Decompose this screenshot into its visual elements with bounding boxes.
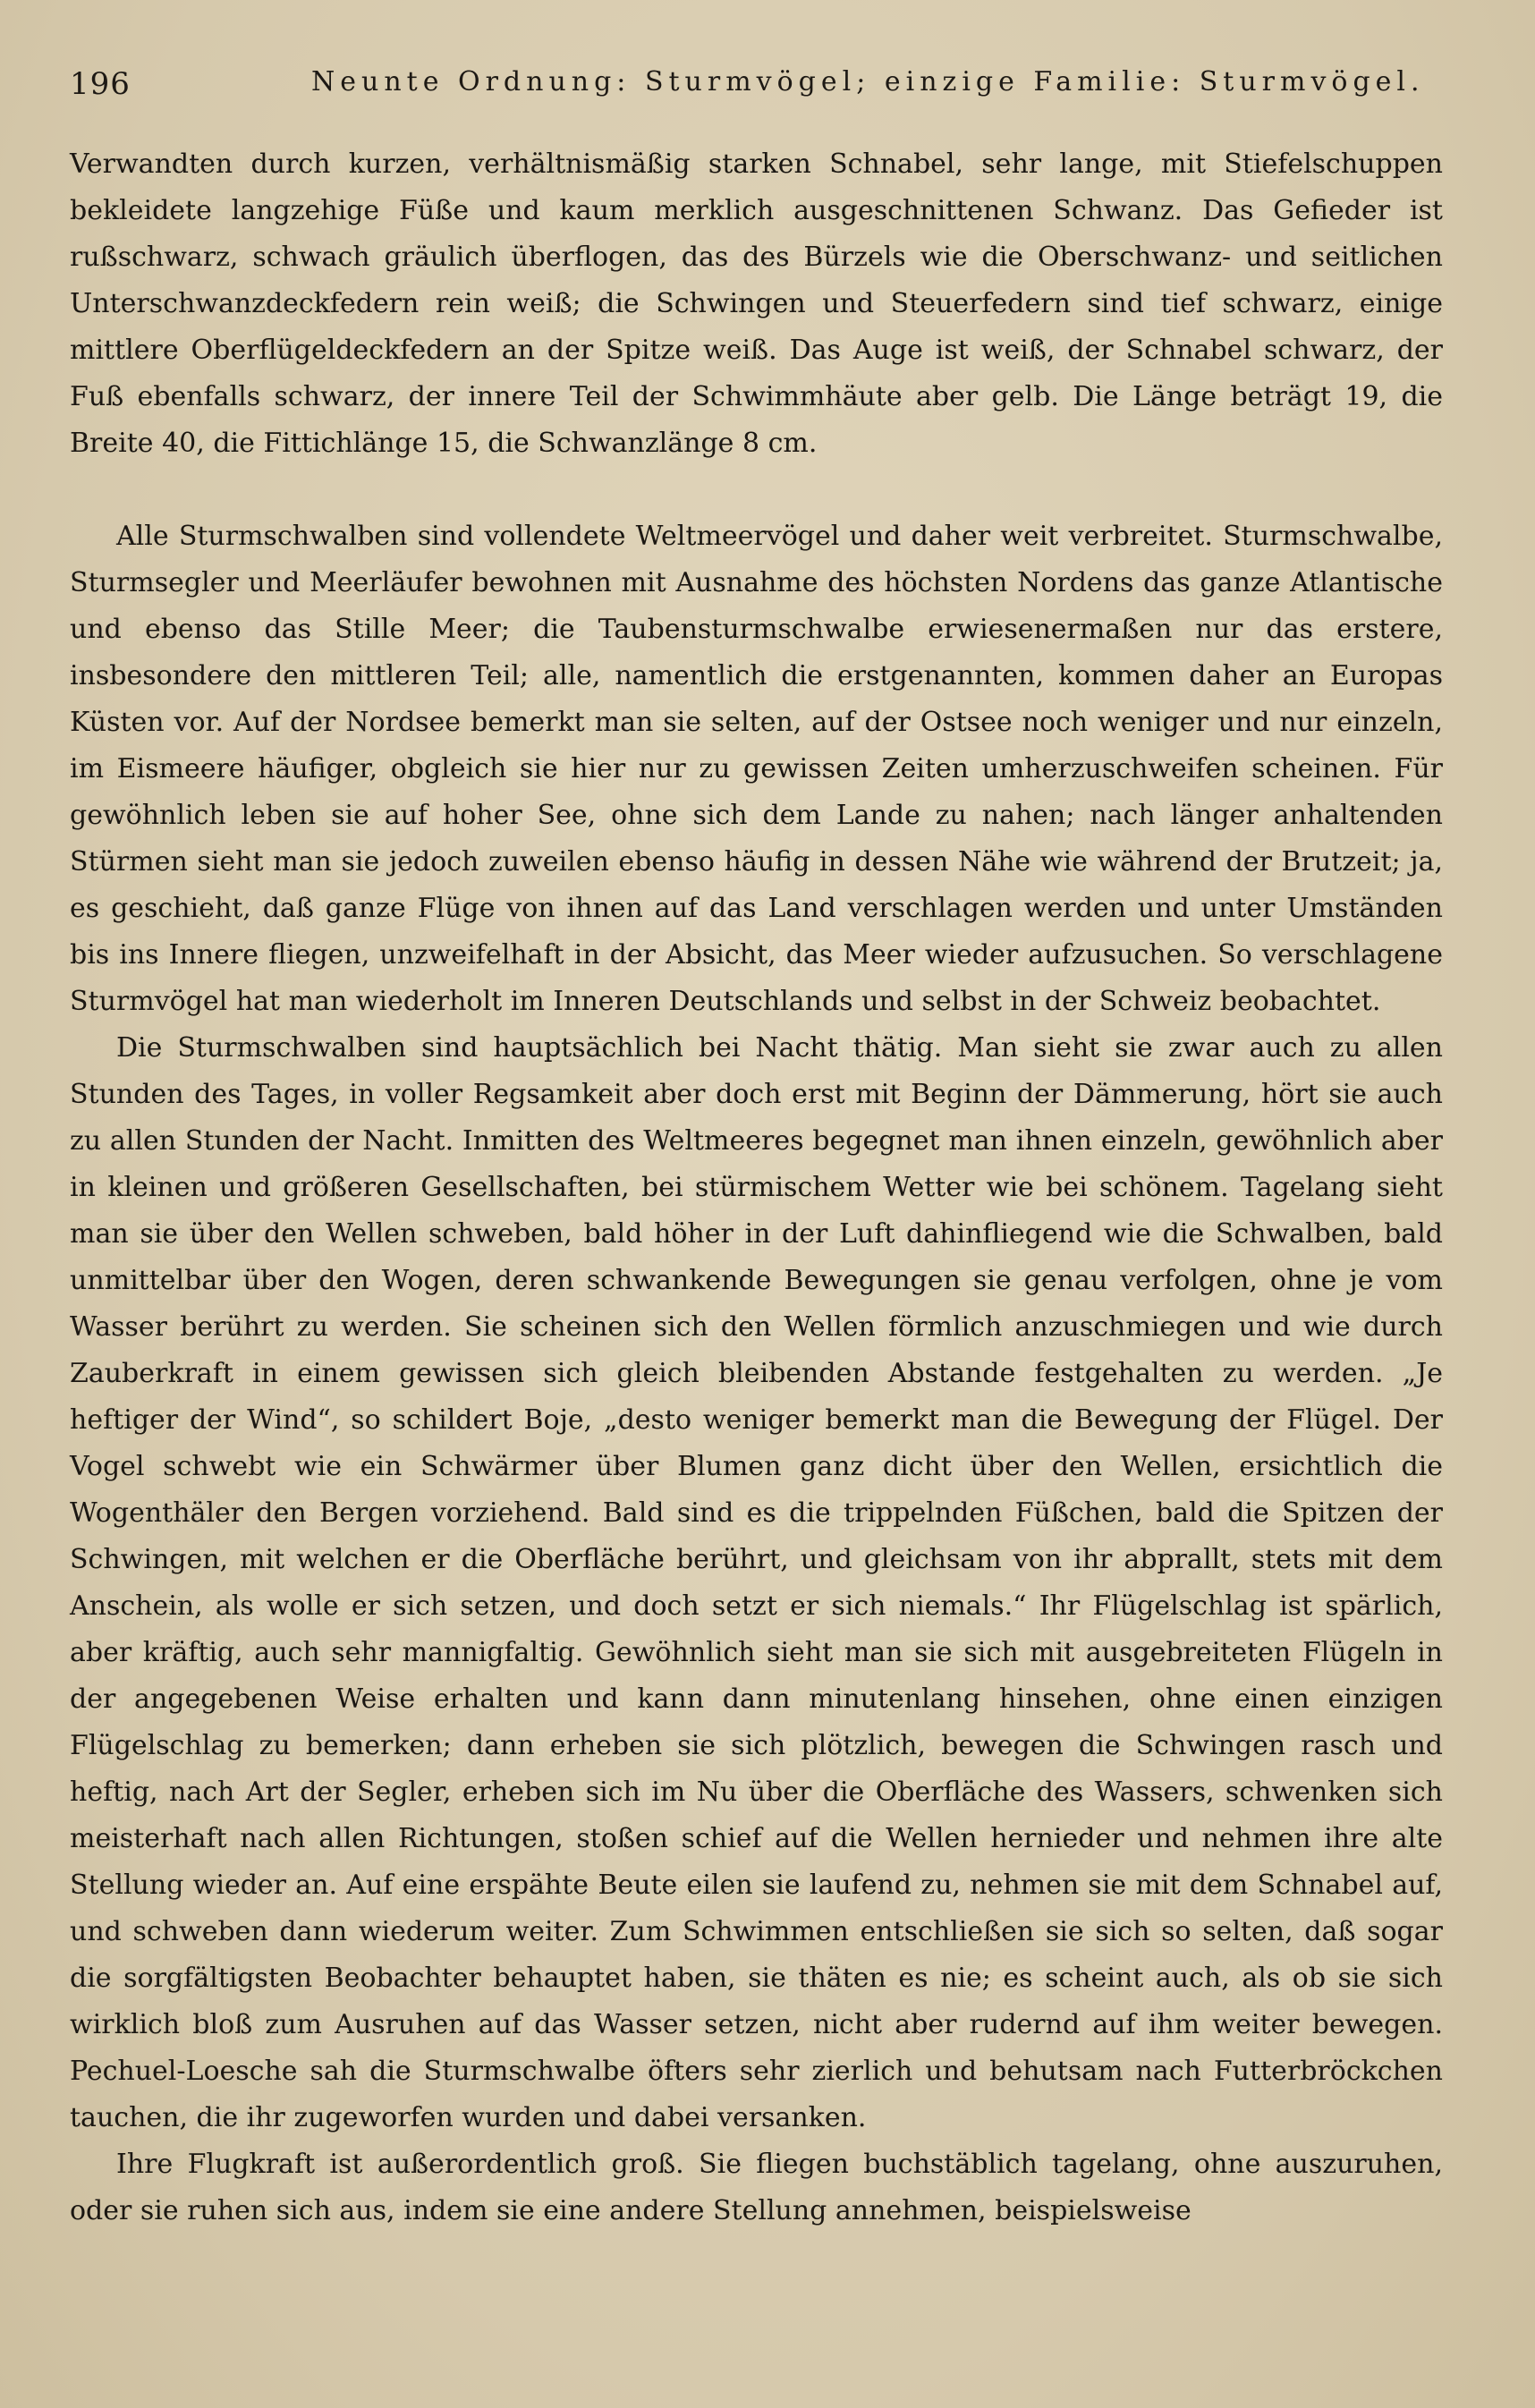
paragraph-flight: Ihre Flugkraft ist außerordentlich groß. Sie fliegen buchstäblich tagelang, ohne auszuruhen, oder sie ruhen sich aus, indem sie eine andere Stellung annehmen, beispielsweise (70, 2149, 1443, 2226)
paragraph-continuation: Verwandten durch kurzen, verhältnismäßig starken Schnabel, sehr lange, mit Stiefelschuppen bekleidete langzehige Füße und kaum merklich ausgeschnittenen Schwanz. Das Gefieder ist rußschwarz, schwach gräulich überflogen, das des Bürzels wie die Oberschwanz- und seitlichen Unterschwanzdeckfedern rein weiß; die Schwingen und Steuerfedern sind tief schwarz, einige mittlere Oberflügeldeckfedern an der Spitze weiß. Das Auge ist weiß, der Schnabel schwarz, der Fuß ebenfalls schwarz, der innere Teil der Schwimmhäute aber gelb. Die Länge beträgt 19, die Breite 40, die Fittichlänge 15, die Schwanzlänge 8 cm. (70, 148, 1443, 459)
page-header (70, 57, 1465, 111)
paragraph-distribution: Alle Sturmschwalben sind vollendete Weltmeervögel und daher weit verbreitet. Sturmschwalbe, Sturmsegler und Meerläufer bewohnen mit Ausnahme des höchsten Nordens das ganze Atlantische und ebenso das Stille Meer; die Taubensturmschwalbe erwiesenermaßen nur das erstere, insbesondere den mittleren Teil; alle, namentlich die erstgenannten, kommen daher an Europas Küsten vor. Auf der Nordsee bemerkt man sie selten, auf der Ostsee noch weniger und nur einzeln, im Eismeere häufiger, obgleich sie hier nur zu gewissen Zeiten umherzuschweifen scheinen. Für gewöhnlich leben sie auf hoher See, ohne sich dem Lande zu nahen; nach länger anhaltenden Stürmen sieht man sie jedoch zuweilen ebenso häufig in dessen Nähe wie während der Brutzeit; ja, es geschieht, daß ganze Flüge von ihnen auf das Land verschlagen werden und unter Umständen bis ins Innere fliegen, unzweifelhaft in der Absicht, das Meer wieder aufzusuchen. So verschlagene Sturmvögel hat man wiederholt im Inneren Deutschlands und selbst in der Schweiz beobachtet. (70, 521, 1443, 1017)
page-number: 196 (70, 66, 131, 102)
paragraph-behavior: Die Sturmschwalben sind hauptsächlich bei Nacht thätig. Man sieht sie zwar auch zu allen Stunden des Tages, in voller Regsamkeit aber doch erst mit Beginn der Dämmerung, hört sie auch zu allen Stunden der Nacht. Inmitten des Weltmeeres begegnet man ihnen einzeln, gewöhnlich aber in kleinen und größeren Gesellschaften, bei stürmischem Wetter wie bei schönem. Tagelang sieht man sie über den Wellen schweben, bald höher in der Luft dahinfliegend wie die Schwalben, bald unmittelbar über den Wogen, deren schwankende Bewegungen sie genau verfolgen, ohne je vom Wasser berührt zu werden. Sie scheinen sich den Wellen förmlich anzuschmiegen und wie durch Zauberkraft in einem gewissen sich gleich bleibenden Abstande festgehalten zu werden. „Je heftiger der Wind“, so schildert Boje, „desto weniger bemerkt man die Bewegung der Flügel. Der Vogel schwebt wie ein Schwärmer über Blumen ganz dicht über den Wellen, ersichtlich die Wogenthäler den Bergen vorziehend. Bald sind es die trippelnden Füßchen, bald die Spitzen der Schwingen, mit welchen er die Oberfläche berührt, und gleichsam von ihr abprallt, stets mit dem Anschein, als wolle er sich setzen, und doch setzt er sich niemals.“ Ihr Flügelschlag ist spärlich, aber kräftig, auch sehr mannigfaltig. Gewöhnlich sieht man sie sich mit ausgebreiteten Flügeln in der angegebenen Weise erhalten und kann dann minutenlang hinsehen, ohne einen einzigen Flügelschlag zu bemerken; dann erheben sie sich plötzlich, bewegen die Schwingen rasch und heftig, nach Art der Segler, erheben sich im Nu über die Oberfläche des Wassers, schwenken sich meisterhaft nach allen Richtungen, stoßen schief auf die Wellen hernieder und nehmen ihre alte Stellung wieder an. Auf eine erspähte Beute eilen sie laufend zu, nehmen sie mit dem Schnabel auf, und schweben dann wiederum weiter. Zum Schwimmen entschließen sie sich so selten, daß sogar die sorgfältigsten Beobachter behauptet haben, sie thäten es nie; es scheint auch, als ob sie sich wirklich bloß zum Ausruhen auf das Wasser setzen, nicht aber rudernd auf ihm weiter bewegen. Pechuel-Loesche sah die Sturmschwalbe öfters sehr zierlich und behutsam nach Futterbröckchen tauchen, die ihr zugeworfen wurden und dabei versanken. (70, 1032, 1443, 2133)
body-text (70, 141, 1443, 2234)
running-head: Neunte Ordnung: Sturmvögel; einzige Familie: Sturmvögel. (311, 66, 1425, 98)
